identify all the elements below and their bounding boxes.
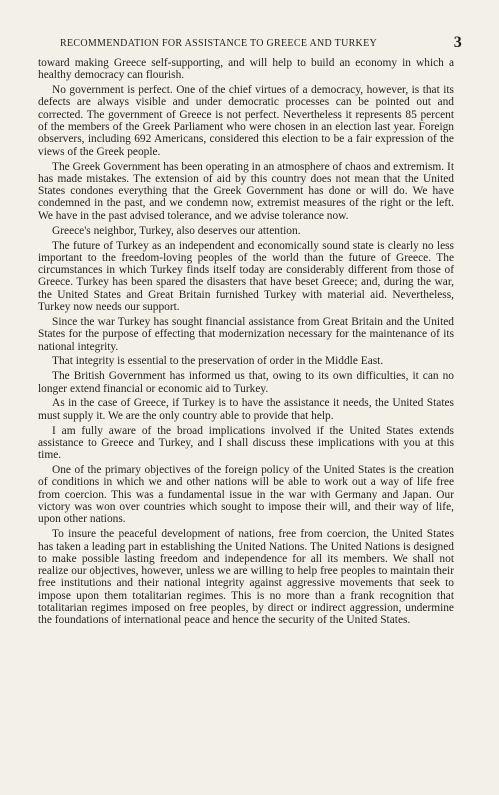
paragraph: The Greek Government has been operating in an atmosphere of chaos and extremism. It has made mistakes. The extension of aid by this country does not mean that the United States condones everything that the Greek Government has done or will do. We have condemned in the past, and we condemn now, extremist measures of the right or the left. We have in the past advised tolerance, and we advise tolerance now. (38, 160, 454, 222)
paragraph: One of the primary objectives of the foreign policy of the United States is the creation of conditions in which we and other nations will be able to work out a way of life free from coercion. This was a fundamental issue in the war with Germany and Japan. Our victory was won over countries which sought to impose their will, and their way of life, upon other nations. (38, 464, 454, 526)
page-number: 3 (453, 34, 462, 51)
paragraph: I am fully aware of the broad implications involved if the United States extends assistance to Greece and Turkey, and I shall discuss these implications with you at this time. (38, 424, 454, 462)
paragraph: The British Government has informed us that, owing to its own difficulties, it can no longer extend financial or economic aid to Turkey. (38, 370, 454, 395)
paragraph: No government is perfect. One of the chief virtues of a democracy, however, is that its defects are always visible and under democratic processes can be pointed out and corrected. The government of Greece is not perfect. Nevertheless it represents 85 percent of the members of the Greek Parliament who were chosen in an election last year. Foreign observers, including 692 Americans, considered this election to be a fair expression of the views of the Greek people. (38, 84, 454, 158)
paragraph: That integrity is essential to the preservation of order in the Middle East. (52, 355, 384, 368)
body-text (38, 57, 454, 629)
paragraph: toward making Greece self-supporting, and will help to build an economy in which a healthy democracy can flourish. (38, 57, 454, 82)
paragraph: Greece's neighbor, Turkey, also deserves our attention. (52, 224, 301, 237)
paragraph: Since the war Turkey has sought financial assistance from Great Britain and the United States for the purpose of effecting that modernization necessary for the maintenance of its national integrity. (38, 315, 454, 353)
paragraph: As in the case of Greece, if Turkey is to have the assistance it needs, the United States must supply it. We are the only country able to provide that help. (38, 397, 454, 422)
header-title: RECOMMENDATION FOR ASSISTANCE TO GREECE AND TURKEY (60, 38, 378, 49)
running-header (60, 34, 462, 51)
paragraph: To insure the peaceful development of nations, free from coercion, the United States has taken a leading part in establishing the United Nations. The United Nations is designed to make possible lasting freedom and independence for all its members. We shall not realize our objectives, however, unless we are willing to help free peoples to maintain their free institutions and their national integrity against aggressive movements that seek to impose upon them totalitarian regimes. This is no more than a frank recognition that totalitarian regimes imposed on free peoples, by direct or indirect aggression, undermine the foundations of international peace and hence the security of the United States. (38, 528, 454, 627)
paragraph: The future of Turkey as an independent and economically sound state is clearly no less important to the freedom-loving peoples of the world than the future of Greece. The circumstances in which Turkey finds itself today are considerably different from those of Greece. Turkey has been spared the disasters that have beset Greece; and, during the war, the United States and Great Britain furnished Turkey with material aid. Nevertheless, Turkey now needs our support. (38, 239, 454, 314)
